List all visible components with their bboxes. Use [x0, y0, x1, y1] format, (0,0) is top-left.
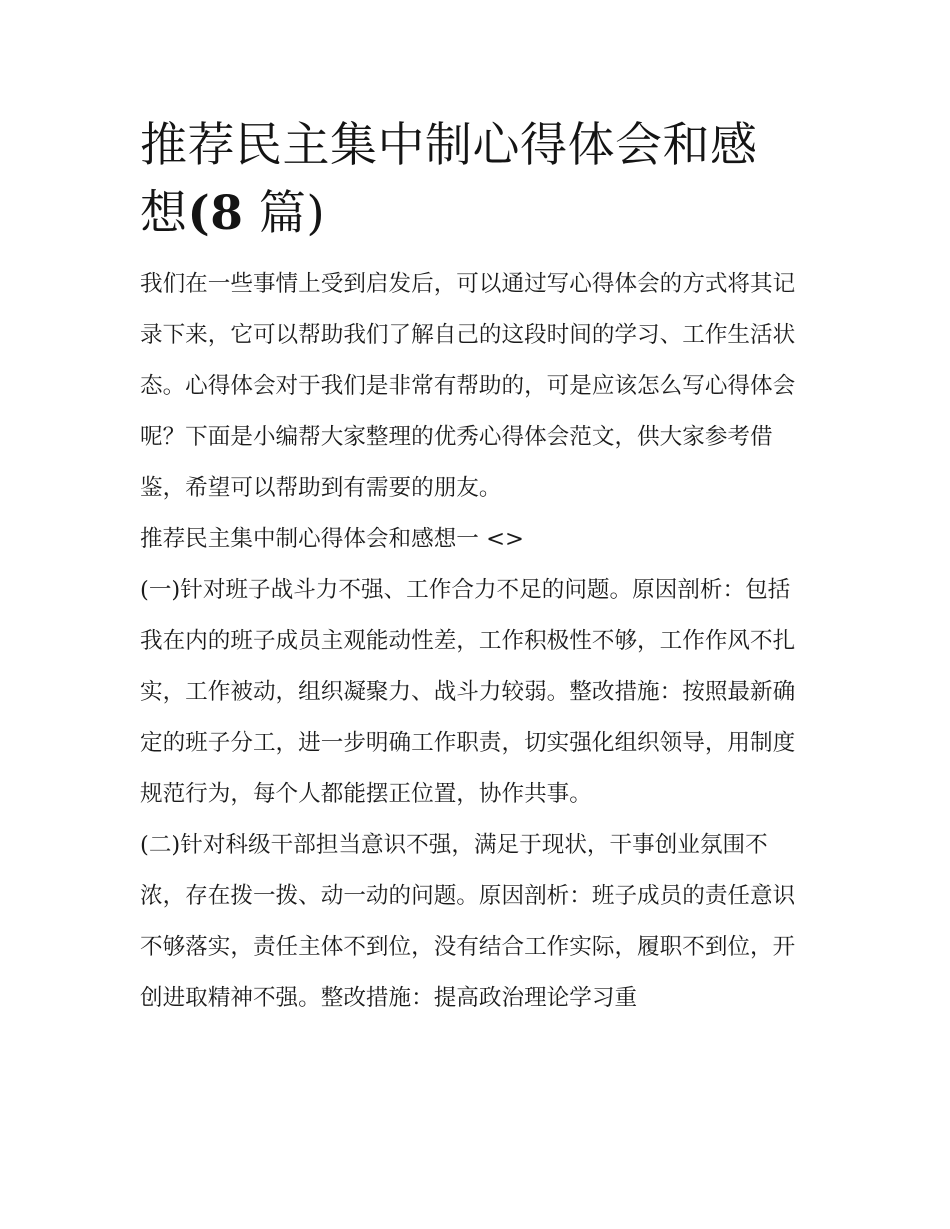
document-content [140, 112, 812, 1024]
paragraph-item-1: (一)针对班子战斗力不强、工作合力不足的问题。原因剖析：包括我在内的班子成员主观能动性差，工作积极性不够，工作作风不扎实，工作被动，组织凝聚力、战斗力较弱。整改措施：按照最新确定的班子分工，进一步明确工作职责，切实强化组织领导，用制度规范行为，每个人都能摆正位置，协作共事。 [140, 577, 796, 807]
section-heading: 推荐民主集中制心得体会和感想一 <> [140, 526, 524, 552]
intro-paragraph: 我们在一些事情上受到启发后，可以通过写心得体会的方式将其记录下来，它可以帮助我们了解自己的这段时间的学习、工作生活状态。心得体会对于我们是非常有帮助的，可是应该怎么写心得体会呢？下面是小编帮大家整理的优秀心得体会范文，供大家参考借鉴，希望可以帮助到有需要的朋友。 [140, 271, 796, 501]
title-line-2-suffix: 篇) [243, 186, 326, 241]
title-line-2-prefix: 想 [140, 186, 188, 241]
document-title [140, 112, 812, 248]
paragraph-item-2: (二)针对科级干部担当意识不强，满足于现状，干事创业氛围不浓，存在拨一拨、动一动的问题。原因剖析：班子成员的责任意识不够落实，责任主体不到位，没有结合工作实际，履职不到位，开创进取精神不强。整改措施：提高政治理论学习重 [140, 832, 796, 1011]
title-line-2-count: (8 [187, 186, 244, 241]
title-line-1: 推荐民主集中制心得体会和感 [140, 118, 758, 173]
document-body [140, 259, 812, 1024]
